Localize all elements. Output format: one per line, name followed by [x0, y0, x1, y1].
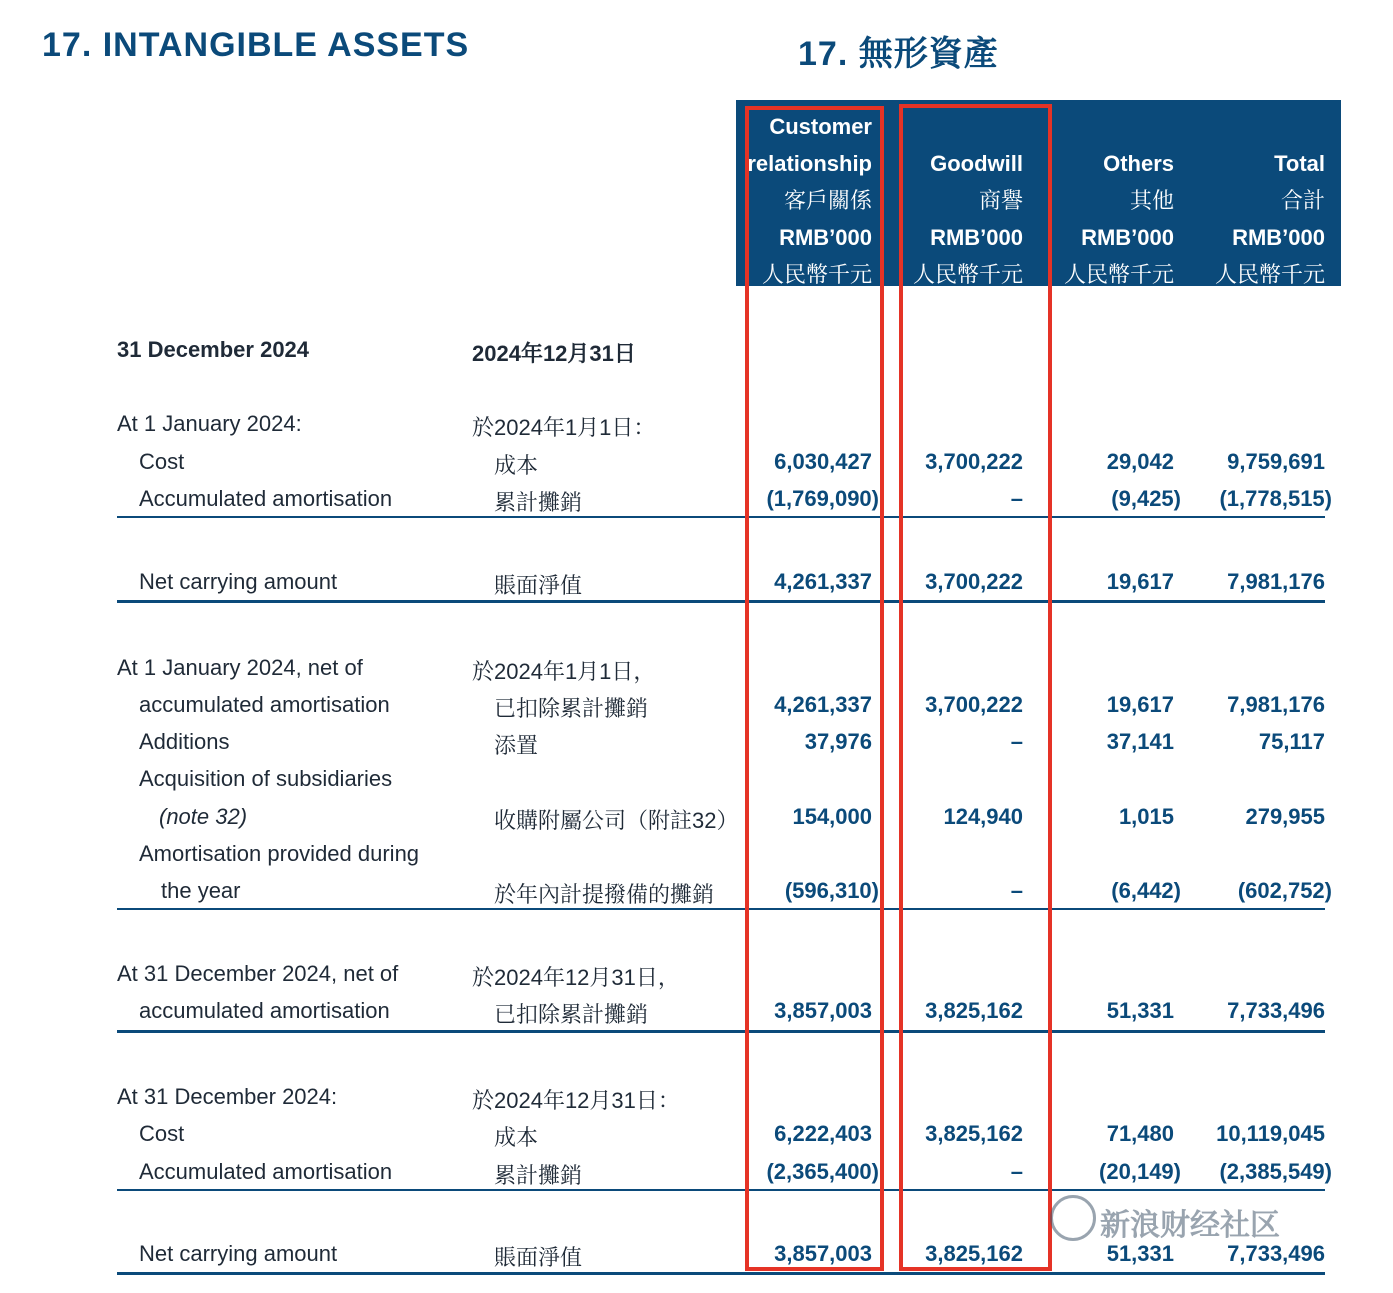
sina-logo-icon	[1050, 1195, 1096, 1241]
table-cell: 1,015	[1118, 804, 1174, 829]
header-unit-zh: 人民幣千元	[761, 262, 872, 287]
header-zh: 合計	[1280, 188, 1325, 213]
table-cell: 3,857,003	[774, 1241, 872, 1266]
row-divider-total	[117, 600, 1325, 603]
table-cell: 37,976	[804, 729, 872, 754]
table-cell: –	[1010, 878, 1023, 903]
row-label-en: accumulated amortisation	[139, 692, 390, 717]
table-cell: 3,825,162	[925, 1121, 1023, 1146]
header-unit: RMB’000	[930, 225, 1023, 250]
table-cell: –	[1010, 729, 1023, 754]
table-cell: 3,700,222	[925, 569, 1023, 594]
table-cell: 75,117	[1258, 729, 1325, 754]
header-unit-zh: 人民幣千元	[1063, 262, 1174, 287]
table-cell: 19,617	[1106, 692, 1174, 717]
table-cell: (6,442)	[1111, 878, 1181, 903]
row-label-en: accumulated amortisation	[139, 998, 390, 1023]
header-zh: 客戶關係	[783, 188, 872, 213]
table-cell: (602,752)	[1237, 878, 1332, 903]
row-label-en: At 1 January 2024, net of	[117, 655, 363, 680]
row-divider	[117, 908, 1325, 910]
table-cell: 4,261,337	[774, 692, 872, 717]
row-label-en: the year	[161, 878, 241, 903]
table-cell: 4,261,337	[774, 569, 872, 594]
row-divider-total	[117, 1030, 1325, 1033]
watermark: 新浪财经社区	[1100, 1209, 1280, 1242]
header-unit-zh: 人民幣千元	[912, 262, 1023, 287]
row-divider	[117, 516, 1325, 518]
header-en: Goodwill	[930, 151, 1023, 176]
row-label-zh: 成本	[494, 453, 539, 478]
row-label-en: At 31 December 2024:	[117, 1084, 338, 1109]
header-unit-zh: 人民幣千元	[1214, 262, 1325, 287]
header-unit: RMB’000	[1232, 225, 1325, 250]
row-label-en: Net carrying amount	[139, 1241, 338, 1266]
header-total	[1215, 145, 1325, 293]
row-label-zh: 於2024年12月31日，	[472, 965, 680, 990]
table-cell: 7,733,496	[1227, 998, 1325, 1023]
table-cell: 7,981,176	[1227, 692, 1325, 717]
row-label-zh: 於2024年1月1日：	[472, 415, 656, 440]
section-heading-en: 31 December 2024	[117, 337, 310, 362]
table-cell: 279,955	[1245, 804, 1325, 829]
title-chinese: 17. 無形資產	[798, 35, 999, 73]
table-cell: 7,733,496	[1227, 1241, 1325, 1266]
table-cell: 19,617	[1106, 569, 1174, 594]
table-cell: (1,778,515)	[1219, 486, 1332, 511]
section-heading-zh: 2024年12月31日	[472, 341, 636, 366]
header-en-2: relationship	[747, 151, 872, 176]
table-cell: 3,700,222	[925, 449, 1023, 474]
table-cell: (1,769,090)	[766, 486, 879, 511]
table-cell: 3,700,222	[925, 692, 1023, 717]
row-label-zh: 於2024年1月1日，	[472, 659, 656, 684]
row-label-zh: 添置	[494, 733, 539, 758]
table-cell: (2,365,400)	[766, 1159, 879, 1184]
row-label-zh: 已扣除累計攤銷	[494, 696, 649, 721]
table-cell: –	[1010, 486, 1023, 511]
table-cell: (596,310)	[784, 878, 879, 903]
row-label-en: Acquisition of subsidiaries	[139, 766, 393, 791]
header-unit: RMB’000	[1081, 225, 1174, 250]
row-label-en: Accumulated amortisation	[139, 486, 393, 511]
table-cell: 37,141	[1106, 729, 1174, 754]
table-cell: 7,981,176	[1227, 569, 1325, 594]
row-label-zh: 累計攤銷	[494, 490, 583, 515]
row-label-zh: 賬面淨值	[494, 1245, 583, 1270]
row-label-zh: 於年內計提撥備的攤銷	[494, 882, 715, 907]
header-en: Customer	[769, 114, 872, 139]
row-divider	[117, 1189, 1325, 1191]
table-cell: 6,222,403	[774, 1121, 872, 1146]
row-label-zh: 累計攤銷	[494, 1163, 583, 1188]
row-label-en: At 1 January 2024:	[117, 411, 302, 436]
row-divider-total	[117, 1272, 1325, 1275]
row-label-en: Accumulated amortisation	[139, 1159, 393, 1184]
header-zh: 商譽	[978, 188, 1023, 213]
table-cell: 124,940	[943, 804, 1023, 829]
table-cell: –	[1010, 1159, 1023, 1184]
table-cell: 51,331	[1106, 1241, 1174, 1266]
table-cell: 154,000	[792, 804, 872, 829]
row-label-en: Net carrying amount	[139, 569, 338, 594]
table-cell: 3,825,162	[925, 1241, 1023, 1266]
row-label-en: At 31 December 2024, net of	[117, 961, 399, 986]
row-label-en: (note 32)	[159, 804, 248, 829]
highlight-customer-relationship-column	[745, 106, 884, 1271]
header-en: Total	[1274, 151, 1325, 176]
row-label-zh: 成本	[494, 1125, 539, 1150]
table-cell: 3,857,003	[774, 998, 872, 1023]
highlight-goodwill-column	[899, 104, 1052, 1271]
row-label-zh: 收購附屬公司（附註32）	[494, 808, 739, 833]
row-label-zh: 賬面淨值	[494, 573, 583, 598]
header-unit: RMB’000	[779, 225, 872, 250]
row-label-en: Additions	[139, 729, 230, 754]
row-label-zh: 於2024年12月31日：	[472, 1088, 680, 1113]
row-label-en: Amortisation provided during	[139, 841, 420, 866]
title-english: 17. INTANGIBLE ASSETS	[42, 26, 470, 64]
header-zh: 其他	[1129, 188, 1174, 213]
table-cell: (9,425)	[1111, 486, 1181, 511]
row-label-en: Cost	[139, 1121, 185, 1146]
table-cell: 51,331	[1106, 998, 1174, 1023]
row-label-zh: 已扣除累計攤銷	[494, 1002, 649, 1027]
table-cell: 29,042	[1106, 449, 1174, 474]
row-label-en: Cost	[139, 449, 185, 474]
table-cell: 6,030,427	[774, 449, 872, 474]
table-cell: 3,825,162	[925, 998, 1023, 1023]
table-cell: 71,480	[1106, 1121, 1174, 1146]
table-cell: (20,149)	[1099, 1159, 1181, 1184]
header-others	[1064, 145, 1174, 293]
table-cell: 10,119,045	[1216, 1121, 1325, 1146]
table-cell: (2,385,549)	[1219, 1159, 1332, 1184]
table-cell: 9,759,691	[1227, 449, 1325, 474]
header-en: Others	[1103, 151, 1174, 176]
